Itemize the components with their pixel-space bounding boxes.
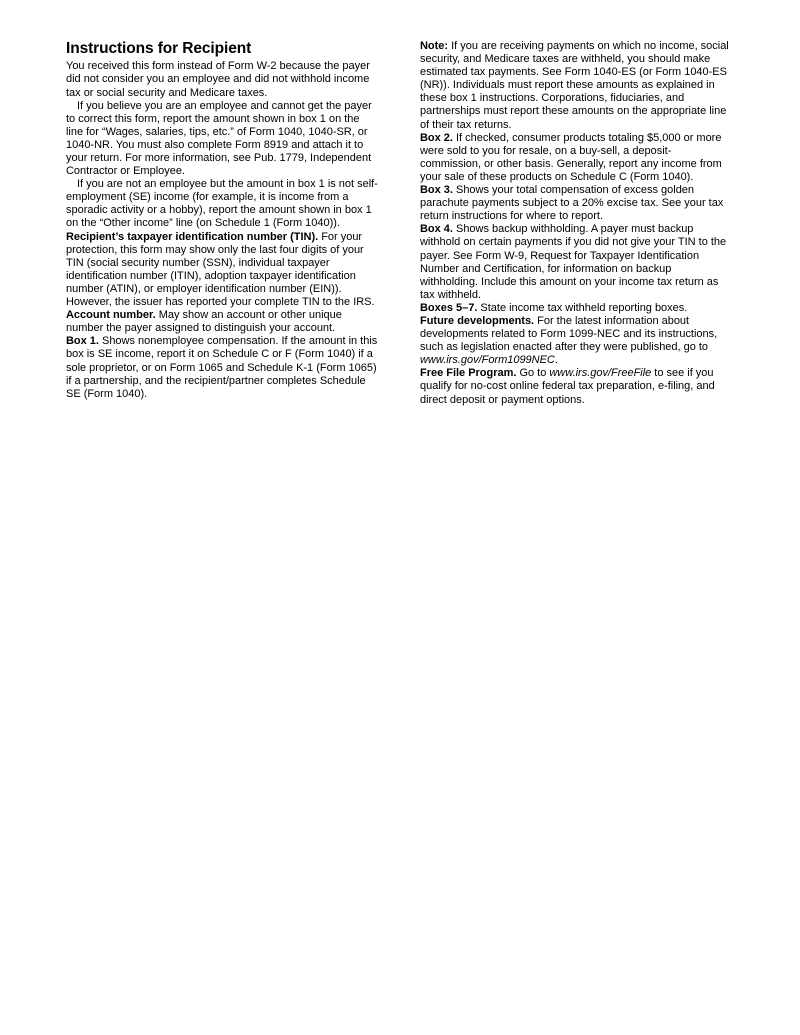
page-title: Instructions for Recipient <box>66 40 252 57</box>
paragraph-body-text: Go to <box>516 367 550 380</box>
paragraph-box-2 <box>420 132 732 184</box>
irs-url-reference: www.irs.gov/FreeFile <box>549 367 652 380</box>
paragraph-body-text: For the latest information about developments related to Form 1099-NEC and its instructions, such as legislation enacted after they were published, go to <box>420 314 718 354</box>
paragraph-body-text: If checked, consumer products totaling $5,000 or more were sold to you for resale, on a buy-sell, a deposit-commission, or other basis. Generally, report any income from your sale of these products on Schedule C (Form 1040). <box>420 131 722 183</box>
paragraph-body-text: If you believe you are an employee and cannot get the payer to correct this form, report the amount shown in box 1 on the line for “Wages, salaries, tips, etc.” of Form 1040, 1040-SR, or 1040-NR. You must also complete Form 8919 and attach it to your return. For more information, see Pub. 1779, Independent Contractor or Employee. <box>66 99 372 178</box>
paragraph-lead-in: Account number. <box>66 309 156 322</box>
paragraph-lead-in: Free File Program. <box>420 367 517 380</box>
paragraph-body-text: For your protection, this form may show only the last four digits of your TIN (social security number (SSN), individual taxpayer identification number (ITIN), adoption taxpayer identification number (ATIN), or employer identification number (EIN)). However, the issuer has reported your complete TIN to the IRS. <box>66 230 375 309</box>
left-column <box>66 40 378 401</box>
paragraph-account-number <box>66 309 378 335</box>
right-column <box>420 40 732 407</box>
paragraph-employee-dispute <box>66 100 378 179</box>
paragraph-lead-in: Boxes 5–7. <box>420 301 478 314</box>
paragraph-boxes-5-7 <box>420 302 732 315</box>
paragraph-lead-in: Box 2. <box>420 131 453 144</box>
paragraph-intro-w2 <box>66 60 378 99</box>
paragraph-box-1 <box>66 335 378 400</box>
paragraph-lead-in: Recipient’s taxpayer identification number (TIN). <box>66 230 319 243</box>
paragraph-body-text: If you are receiving payments on which no income, social security, and Medicare taxes are withheld, you should make estimated tax payments. See Form 1040-ES (or Form 1040-ES (NR)). Individuals must report these amounts as explained in these box 1 instructions. Corporations, fiduciaries, and partnerships must report these amounts on the appropriate line of their tax returns. <box>420 40 729 131</box>
paragraph-recipient-tin <box>66 231 378 310</box>
paragraph-lead-in: Box 3. <box>420 184 453 197</box>
two-column-text-body <box>66 40 756 407</box>
right-column-paragraphs <box>420 40 732 407</box>
paragraph-future-developments <box>420 315 732 367</box>
paragraph-body-text: You received this form instead of Form W-2 because the payer did not consider you an employee and did not withhold income tax or social security and Medicare taxes. <box>66 60 370 99</box>
paragraph-trailing-text: to see if you qualify for no-cost online federal tax preparation, e-filing, and direct deposit or payment options. <box>420 367 715 406</box>
paragraph-body-text: If you are not an employee but the amount in box 1 is not self-employment (SE) income (for example, it is income from a sporadic activity or a hobby), report the amount shown in box 1 on the “Other income” line (on Schedule 1 (Form 1040)). <box>66 178 378 230</box>
paragraph-lead-in: Future developments. <box>420 314 535 327</box>
paragraph-free-file-program <box>420 367 732 406</box>
paragraph-lead-in: Note: <box>420 40 449 52</box>
paragraph-body-text: State income tax withheld reporting boxes. <box>477 301 688 314</box>
paragraph-body-text: Shows your total compensation of excess golden parachute payments subject to a 20% excise tax. See your tax return instructions for where to report. <box>420 184 724 223</box>
irs-url-reference: www.irs.gov/Form1099NEC <box>420 354 555 367</box>
paragraph-box-3 <box>420 184 732 223</box>
paragraph-body-text: Shows nonemployee compensation. If the amount in this box is SE income, report it on Schedule C or F (Form 1040) if a sole proprietor, or on Form 1065 and Schedule K-1 (Form 1065) if a partnership, and the recipient/partner completes Schedule SE (Form 1040). <box>66 335 378 400</box>
paragraph-note-estimated-tax <box>420 40 732 132</box>
paragraph-trailing-text: . <box>554 354 558 367</box>
paragraph-non-se-income <box>66 178 378 230</box>
paragraph-lead-in: Box 4. <box>420 223 453 236</box>
paragraph-box-4 <box>420 223 732 302</box>
paragraph-body-text: Shows backup withholding. A payer must backup withhold on certain payments if you did not give your TIN to the payer. See Form W-9, Request for Taxpayer Identification Number and Certification, for information on backup withholding. Include this amount on your income tax return as tax withheld. <box>420 223 727 301</box>
left-column-paragraphs <box>66 60 378 400</box>
paragraph-lead-in: Box 1. <box>66 335 99 348</box>
paragraph-body-text: May show an account or other unique number the payer assigned to distinguish your account. <box>66 309 342 335</box>
